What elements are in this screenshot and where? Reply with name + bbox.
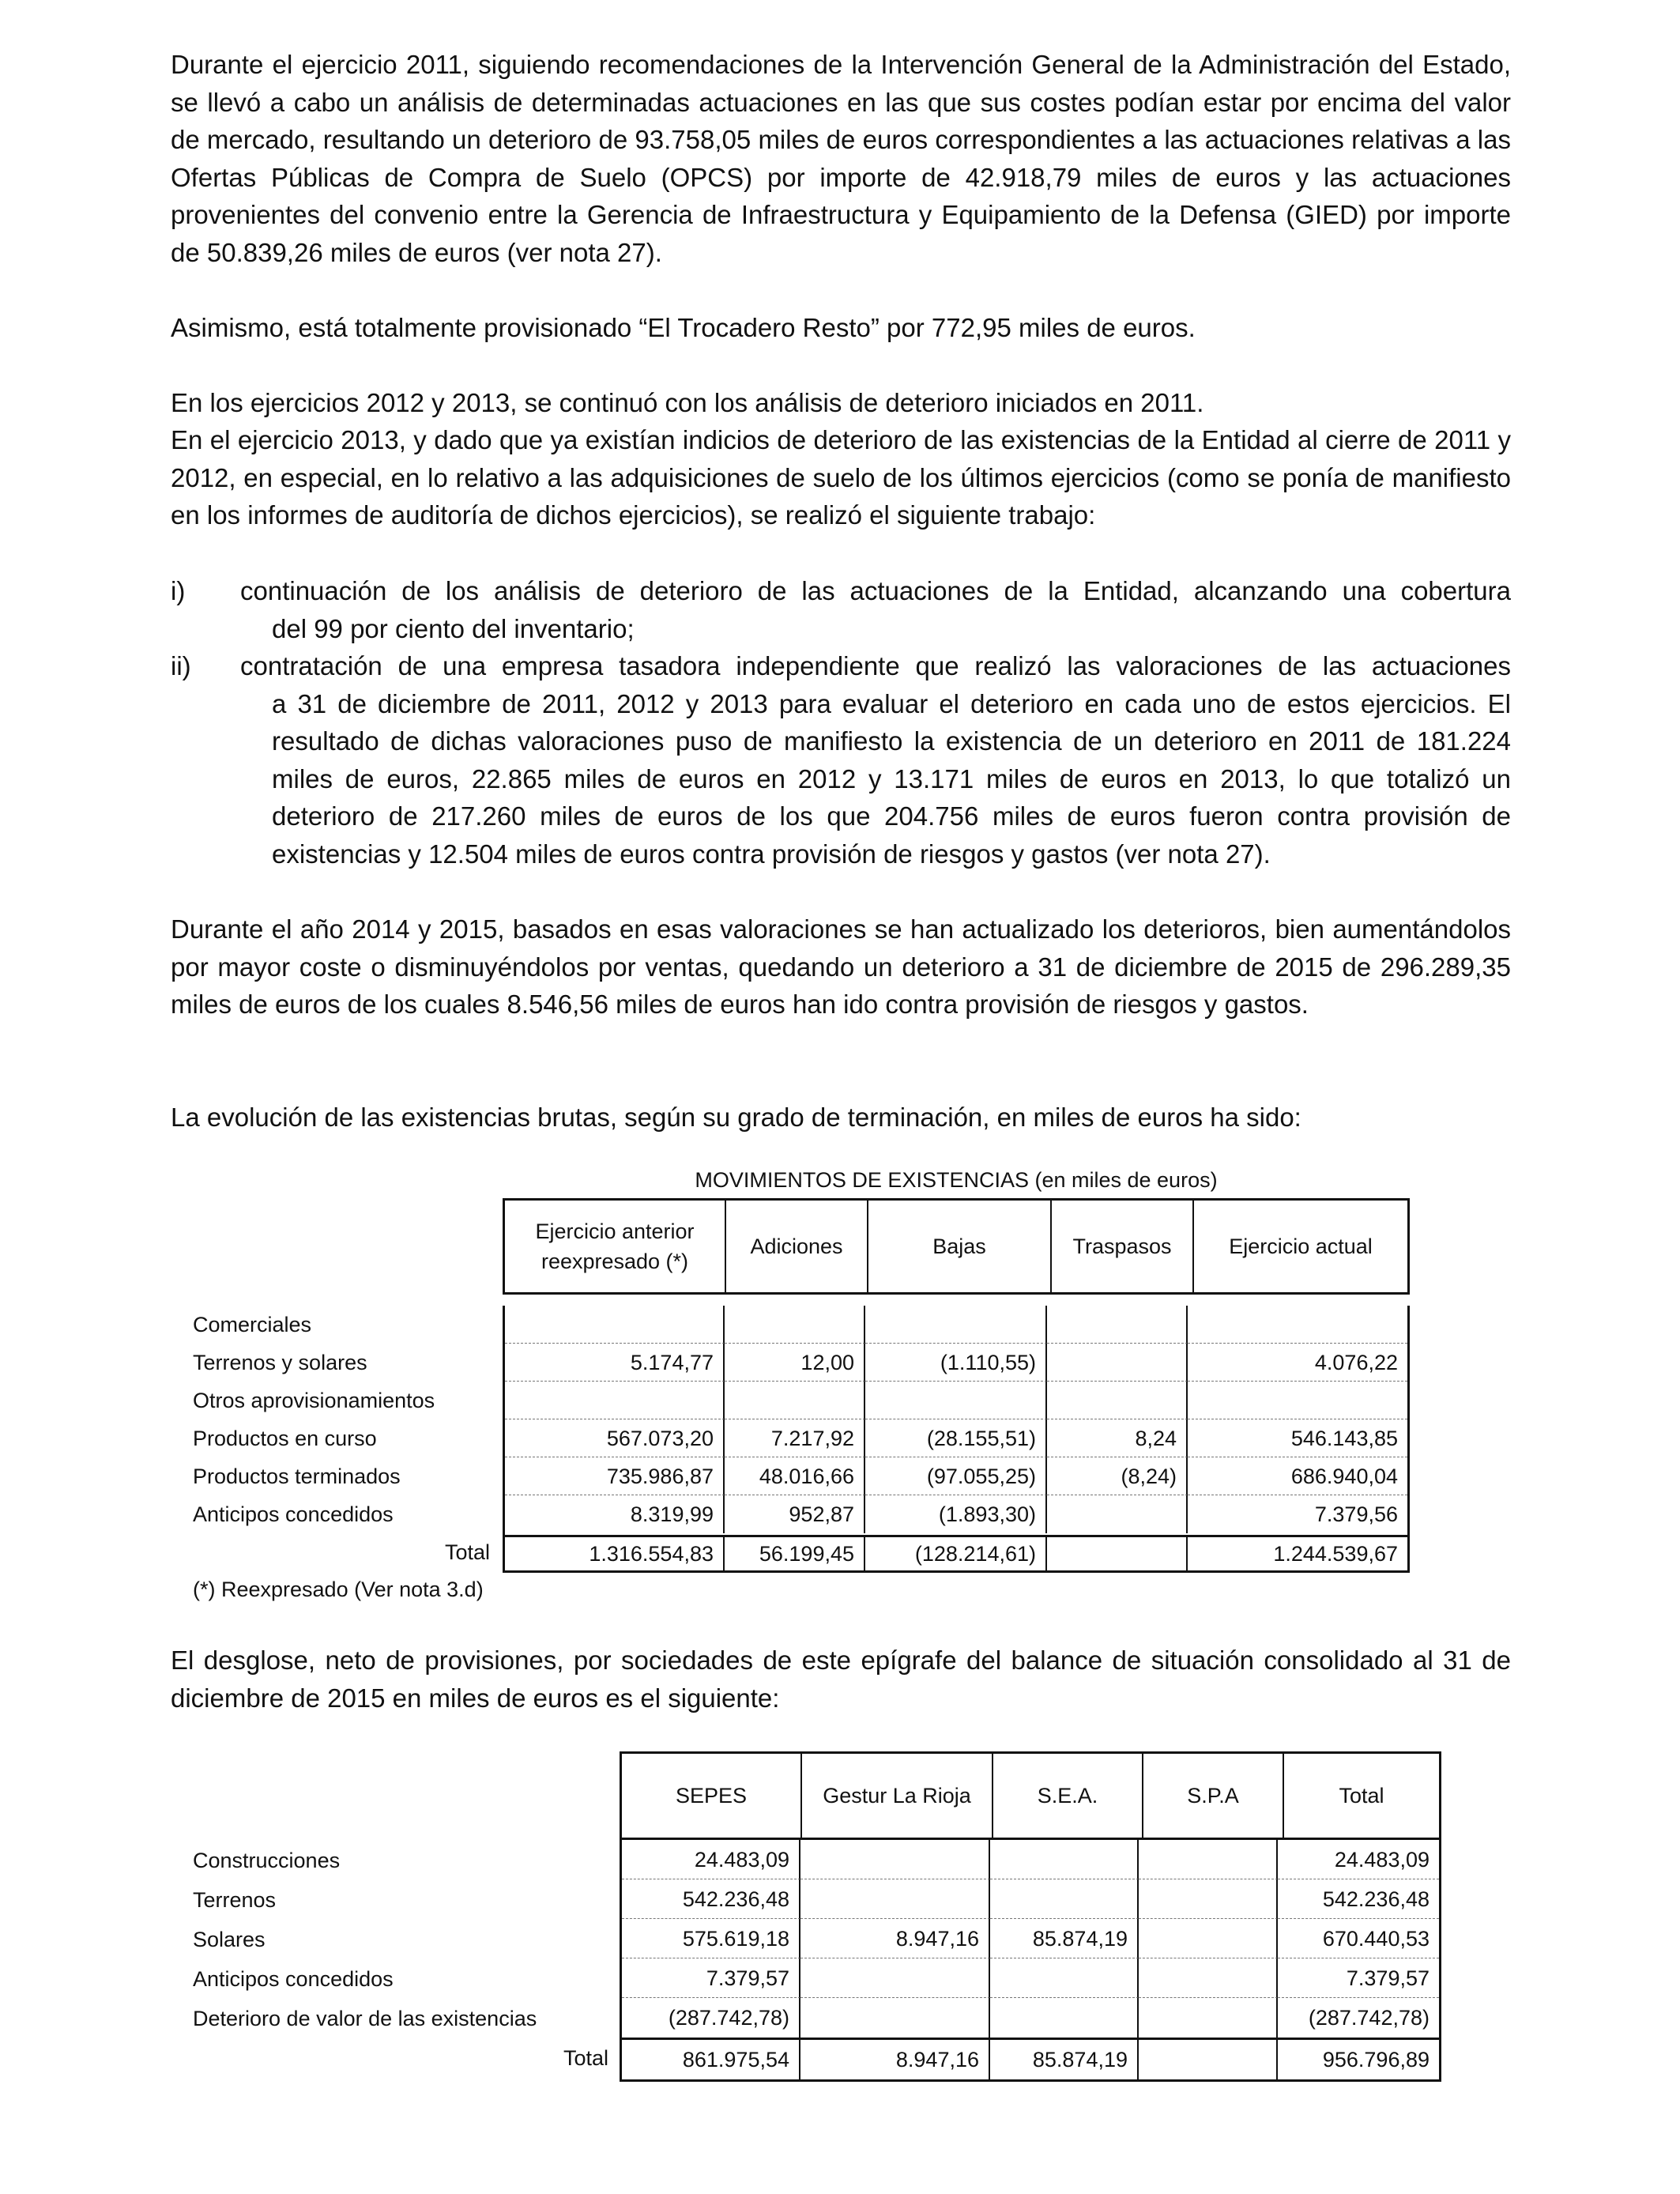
total-label: Total [444, 1540, 490, 1564]
list-marker: i) [171, 576, 186, 605]
table-row: 542.236,48 542.236,48 [622, 1879, 1439, 1919]
list-item [171, 572, 1511, 647]
row-label: Productos en curso [193, 1427, 377, 1450]
list-marker: ii) [171, 651, 191, 680]
row-label: Anticipos concedidos [193, 1967, 394, 1991]
total-row: 1.316.554,83 56.199,45 (128.214,61) 1.244.539,67 [503, 1535, 1410, 1573]
paragraph-ejercicios-2012-2013: En los ejercicios 2012 y 2013, se continuó con los análisis de deterioro iniciados en 2011. [171, 388, 1204, 417]
table-row: 735.986,87 48.016,66 (97.055,25) (8,24) 686.940,04 [505, 1457, 1407, 1495]
table-note: (*) Reexpresado (Ver nota 3.d) [193, 1578, 484, 1601]
row-label: Solares [193, 1928, 266, 1951]
table-header [620, 1751, 1441, 1840]
list-item [171, 647, 1511, 876]
table-row: 7.379,57 7.379,57 [622, 1958, 1439, 1998]
paragraph-desglose: El desglose, neto de provisiones, por sociedades de este epígrafe del balance de situación consolidado al 31 de diciembre de 2015 en miles de euros es el siguiente: [171, 1646, 1511, 1713]
table-body [620, 1840, 1441, 2038]
column-header: S.E.A. [993, 1754, 1143, 1838]
table-row [505, 1306, 1407, 1344]
list-item-text-cont: del 99 por ciento del inventario; [272, 613, 635, 643]
table-row: 575.619,18 8.947,16 85.874,19 670.440,53 [622, 1919, 1439, 1958]
total-label: Total [563, 2046, 608, 2070]
table-title: MOVIMIENTOS DE EXISTENCIAS (en miles de euros) [695, 1168, 1218, 1192]
row-label: Terrenos y solares [193, 1351, 367, 1374]
row-label: Productos terminados [193, 1465, 401, 1488]
paragraph-ejercicio-2013: En el ejercicio 2013, y dado que ya existían indicios de deterioro de las existencias de la Entidad al cierre de 2011 y 2012, en especial, en lo relativo a las adquisiciones de suelo de los últimos ejercicios (como se ponía de manifiesto en los informes de auditoría de dichos ejercicios), se realizó el siguiente trabajo: [171, 425, 1511, 530]
table-body [503, 1306, 1410, 1535]
table-row: 567.073,20 7.217,92 (28.155,51) 8,24 546.143,85 [505, 1419, 1407, 1457]
column-header: Adiciones [726, 1201, 868, 1292]
table-row: 5.174,77 12,00 (1.110,55) 4.076,22 [505, 1344, 1407, 1382]
column-header: Bajas [868, 1201, 1052, 1292]
row-label: Deterioro de valor de las existencias [193, 2007, 537, 2030]
list-item-text: contratación de una empresa tasadora independiente que realizó las valoraciones de las actuaciones [240, 651, 1511, 680]
column-header: Gestur La Rioja [802, 1754, 993, 1838]
list-item-text-cont: a 31 de diciembre de 2011, 2012 y 2013 para evaluar el deterioro en cada uno de estos ejercicios. El resultado de dichas valoraciones puso de manifiesto la existencia de un deterioro en 2011 de 181.224 miles de euros, 22.865 miles de euros en 2012 y 13.171 miles de euros en 2013, lo que totalizó un deterioro de 217.260 miles de euros de los que 204.756 miles de euros fueron contra provisión de existencias y 12.504 miles de euros contra provisión de riesgos y gastos (ver nota 27). [272, 688, 1511, 869]
column-header: S.P.A [1143, 1754, 1284, 1838]
row-label: Construcciones [193, 1849, 341, 1872]
column-header: Total [1339, 1784, 1384, 1808]
paragraph-trocadero: Asimismo, está totalmente provisionado “El Trocadero Resto” por 772,95 miles de euros. [171, 313, 1196, 342]
table-row: 24.483,09 24.483,09 [622, 1840, 1439, 1879]
paragraph-evolucion: La evolución de las existencias brutas, según su grado de terminación, en miles de euros ha sido: [171, 1103, 1301, 1132]
table-row [505, 1382, 1407, 1419]
table-header [503, 1198, 1410, 1295]
row-label: Anticipos concedidos [193, 1502, 394, 1526]
table-row: (287.742,78) (287.742,78) [622, 1998, 1439, 2038]
list-item-text: continuación de los análisis de deterioro de las actuaciones de la Entidad, alcanzando una cobertura [240, 576, 1511, 605]
column-header: Ejercicio actual [1229, 1235, 1373, 1258]
paragraph-deterioro-2011: Durante el ejercicio 2011, siguiendo recomendaciones de la Intervención General de la Administración del Estado, se llevó a cabo un análisis de determinadas actuaciones en las que sus costes podían estar por encima del valor de mercado, resultando un deterioro de 93.758,05 miles de euros correspondientes a las actuaciones relativas a las Ofertas Públicas de Compra de Suelo (OPCS) por importe de 42.918,79 miles de euros y las actuaciones provenientes del convenio entre la Gerencia de Infraestructura y Equipamiento de la Defensa (GIED) por importe de 50.839,26 miles de euros (ver nota 27). [171, 50, 1511, 267]
column-header: SEPES [622, 1754, 802, 1838]
paragraph-2014-2015: Durante el año 2014 y 2015, basados en esas valoraciones se han actualizado los deterioros, bien aumentándolos por mayor coste o disminuyéndolos por ventas, quedando un deterioro a 31 de diciembre de 2015 de 296.289,35 miles de euros de los cuales 8.546,56 miles de euros han ido contra provisión de riesgos y gastos. [171, 914, 1511, 1019]
column-header: Ejercicio anterior reexpresado (*) [505, 1201, 726, 1292]
table-row: 8.319,99 952,87 (1.893,30) 7.379,56 [505, 1495, 1407, 1533]
row-label: Comerciales [193, 1313, 312, 1336]
column-header: Traspasos [1052, 1201, 1194, 1292]
total-row: 861.975,54 8.947,16 85.874,19 956.796,89 [620, 2038, 1441, 2082]
row-label: Otros aprovisionamientos [193, 1389, 435, 1412]
row-label: Terrenos [193, 1888, 277, 1912]
